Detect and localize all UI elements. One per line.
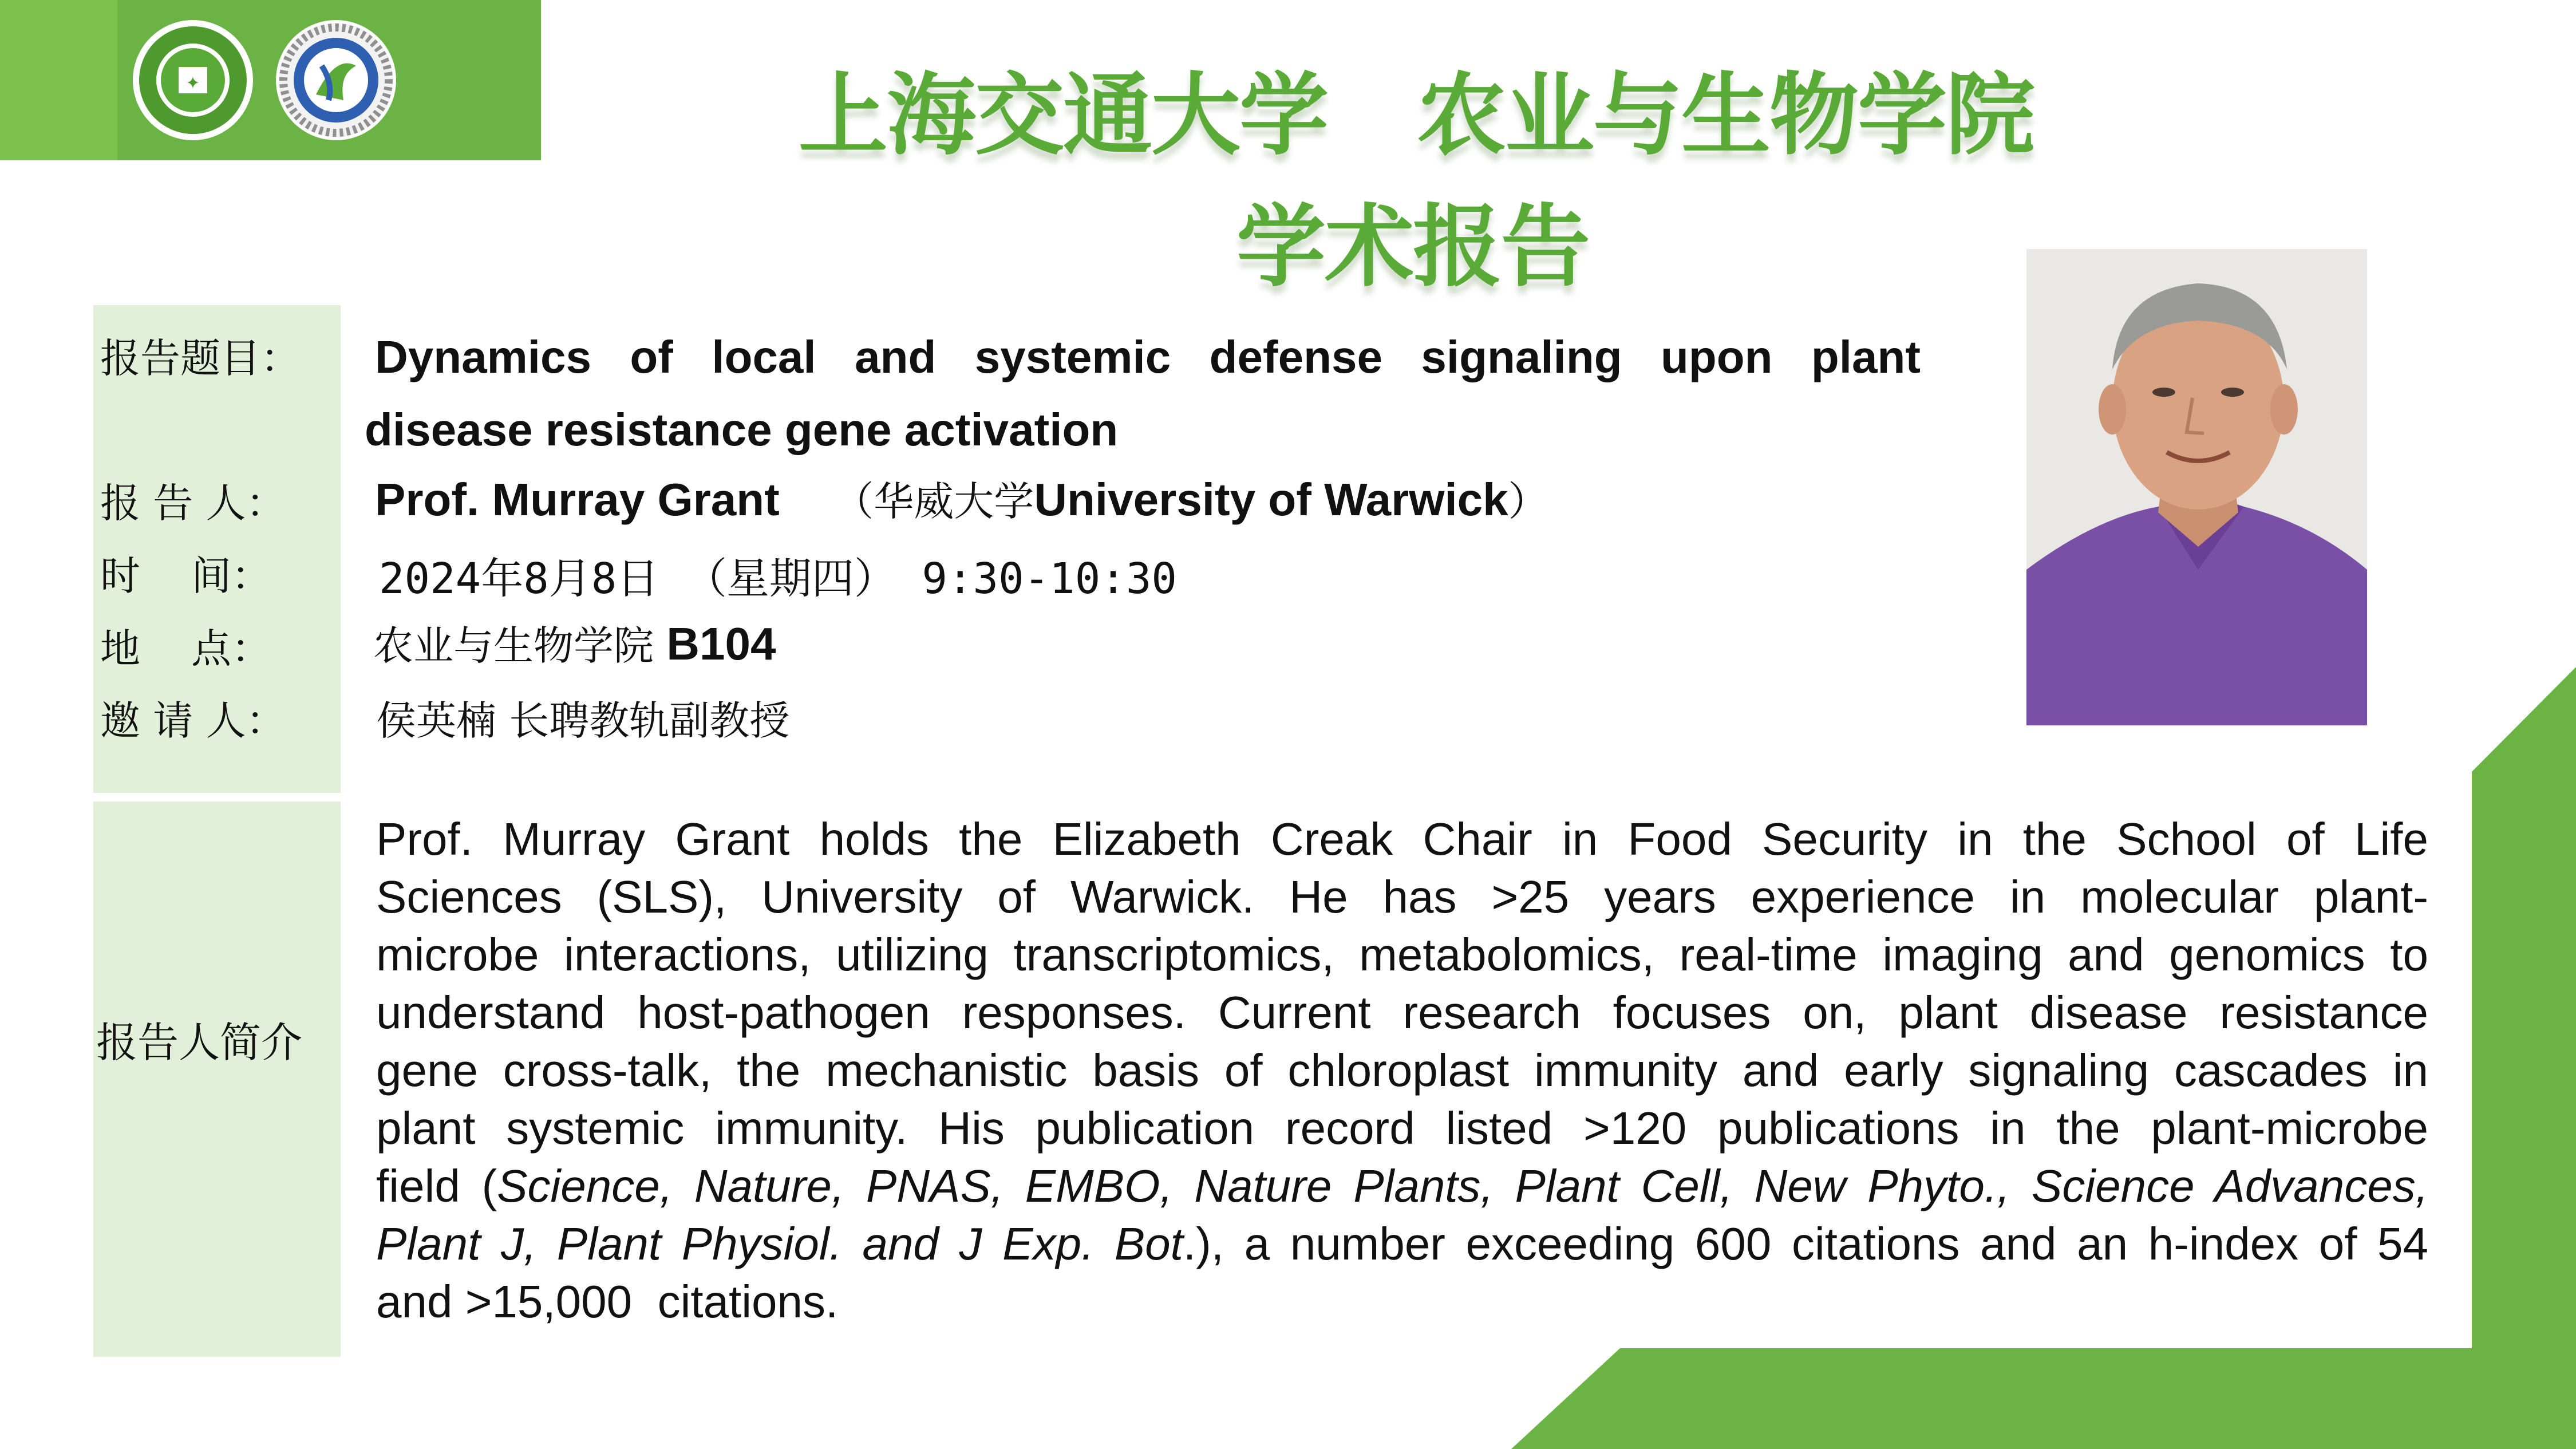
bio-line-journals: field (Science, Nature, PNAS, EMBO, Nature Plants, Plant Cell, New Phyto., Science Advances, [376, 1160, 2429, 1211]
college-emblem-logo [276, 20, 396, 140]
speaker-affiliation-close: ） [1508, 478, 1548, 525]
bio-line: Prof. Murray Grant holds the Elizabeth Creak Chair in Food Security in the School of Life [376, 814, 2428, 864]
university-seal-logo [133, 20, 253, 140]
speaker-value [375, 469, 1548, 527]
bio-label-panel [93, 802, 341, 1357]
host-value: 侯英楠 长聘教轨副教授 [376, 697, 790, 744]
time-label: 时 间： [100, 552, 272, 599]
header-green-band-edge [0, 0, 117, 160]
place-value [373, 614, 776, 672]
bio-line: understand host-pathogen responses. Current research focuses on, plant disease resistance [376, 987, 2428, 1038]
bio-label: 报告人简介 [96, 1018, 303, 1067]
bio-line: plant systemic immunity. His publication record listed >120 publications in the plant-microbe [376, 1103, 2428, 1154]
place-label: 地 点： [100, 625, 272, 672]
talk-title-line-1: Dynamics of local and systemic defense signaling upon plant [375, 331, 1921, 382]
speaker-name: Prof. Murray Grant [375, 474, 780, 525]
title-college: 农业与生物学院 [1417, 63, 2034, 167]
speaker-affiliation-cn: （华威大学 [833, 478, 1034, 525]
svg-text:✦: ✦ [185, 73, 200, 93]
time-value: 2024年8月8日 （星期四） 9:30-10:30 [379, 554, 1177, 603]
talk-title-line-2: disease resistance gene activation [365, 404, 1119, 455]
bio-line: Sciences (SLS), University of Warwick. He has >25 years experience in molecular plant- [376, 871, 2428, 922]
speaker-affiliation-en: University of Warwick [1034, 474, 1508, 525]
speaker-photo [2026, 249, 2367, 725]
host-label: 邀 请 人： [100, 697, 286, 744]
topic-label: 报告题目： [100, 335, 301, 382]
title-academic-report: 学术报告 [1236, 195, 1589, 299]
bio-line-journals-end: Plant J, Plant Physiol. and J Exp. Bot.), a number exceeding 600 citations and an h-index of 54 [376, 1218, 2429, 1269]
bio-line-last: and >15,000 citations. [376, 1276, 839, 1327]
bio-line: gene cross-talk, the mechanistic basis of chloroplast immunity and early signaling cascades in [376, 1045, 2428, 1096]
title-university: 上海交通大学 [799, 63, 1327, 167]
talk-title [365, 321, 1921, 466]
bio-line: microbe interactions, utilizing transcriptomics, metabolomics, real-time imaging and genomics to [376, 929, 2428, 980]
place-room: B104 [666, 618, 776, 669]
speaker-label: 报 告 人： [100, 480, 286, 527]
speaker-bio [376, 810, 2428, 1330]
place-building: 农业与生物学院 [373, 622, 654, 669]
